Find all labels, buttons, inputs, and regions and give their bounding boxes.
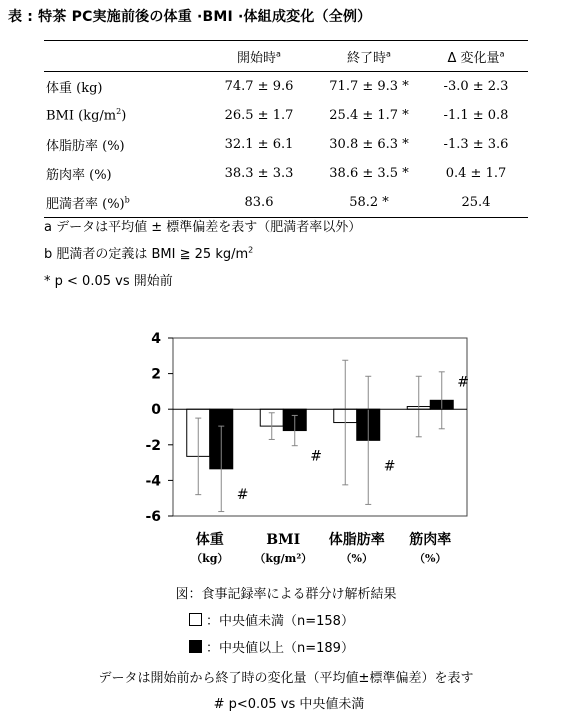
category-label: BMI — [266, 532, 301, 548]
y-tick-label: -6 — [145, 509, 161, 525]
y-tick-label: 0 — [151, 402, 161, 419]
row-label: 肥満者率 (%)$^b$ — [44, 188, 204, 218]
cell-change: -3.0 ± 2.3 — [443, 79, 509, 94]
cell-end: 58.2 * — [314, 188, 424, 218]
y-tick-label: -4 — [145, 473, 161, 490]
significance-mark: # — [457, 374, 469, 391]
significance-note: # p<0.05 vs 中央値未満 — [213, 697, 365, 712]
cell-start: 83.6 — [204, 188, 314, 218]
cell-change: 25.4 — [424, 188, 528, 218]
significance-mark: # — [383, 458, 396, 475]
significance-mark: # — [310, 448, 322, 465]
header-start: 開始時$^a$ — [204, 41, 314, 72]
category-labels — [191, 531, 451, 565]
cell-change: -1.3 ± 3.6 — [443, 137, 509, 152]
significance-mark: # — [236, 486, 249, 503]
cell-end: 38.6 ± 3.5 * — [329, 166, 409, 181]
row-label: BMI $(kg/m^2)$ — [46, 107, 127, 124]
category-label: 筋肉率 — [409, 532, 452, 548]
cell-end: 30.8 ± 6.3 * — [329, 137, 409, 152]
y-tick-label: -2 — [145, 437, 161, 454]
bar-chart — [0, 318, 572, 580]
row-label: 筋肉率 (%) — [46, 168, 112, 183]
y-tick-label: 4 — [151, 331, 161, 347]
y-tick-label: 2 — [151, 366, 161, 383]
table-header-row — [44, 41, 528, 72]
table-row — [44, 188, 528, 218]
cell-change: -1.1 ± 0.8 — [443, 108, 509, 123]
cell-start: 32.1 ± 6.1 — [224, 137, 294, 152]
cell-end: 25.4 ± 1.7 * — [329, 108, 409, 123]
header-end: 終了時$^a$ — [314, 41, 424, 72]
figure-caption: 図：食事記録率による群分け解析結果 — [175, 587, 397, 602]
legend-filled-swatch — [189, 640, 202, 653]
header-change: Δ 変化量$^a$ — [424, 41, 528, 72]
cell-start: 26.5 ± 1.7 — [224, 108, 294, 123]
category-unit: （kg/m²） — [254, 552, 313, 565]
y-axis-ticks — [145, 331, 173, 525]
row-label: 体重 (kg) — [46, 81, 103, 96]
note-b: b 肥満者の定義は BMI ≧ 25 $kg/m^2$ — [44, 245, 254, 262]
category-unit: （kg） — [191, 552, 229, 565]
category-unit: （%） — [414, 552, 447, 565]
note-a: a データは平均値 ± 標準偏差を表す（肥満者率以外） — [44, 220, 362, 235]
figure-description: データは開始前から終了時の変化量（平均値±標準偏差）を表す — [98, 671, 474, 686]
table-row — [44, 101, 528, 130]
cell-change: 0.4 ± 1.7 — [445, 166, 507, 181]
row-label: 体脂肪率 (%) — [46, 139, 125, 154]
note-p: * p < 0.05 vs 開始前 — [44, 274, 173, 289]
category-label: 体脂肪率 — [328, 532, 385, 548]
results-table — [44, 40, 528, 218]
table-row — [44, 130, 528, 159]
category-unit: （%） — [340, 552, 373, 565]
table-row — [44, 159, 528, 188]
cell-start: 38.3 ± 3.3 — [224, 166, 294, 181]
legend-item-filled: ：中央値以上（n=189） — [189, 637, 354, 656]
table-title: 表 : 特茶 PC実施前後の体重 ·BMI ·体組成変化（全例） — [8, 9, 372, 25]
header-blank — [44, 41, 204, 72]
cell-end: 71.7 ± 9.3 * — [329, 79, 409, 94]
legend-item-open: ：中央値未満（n=158） — [189, 610, 354, 629]
table-row — [44, 72, 528, 102]
legend-open-swatch — [189, 613, 202, 626]
category-label: 体重 — [195, 532, 224, 548]
bars — [173, 360, 469, 511]
cell-start: 74.7 ± 9.6 — [224, 79, 294, 94]
